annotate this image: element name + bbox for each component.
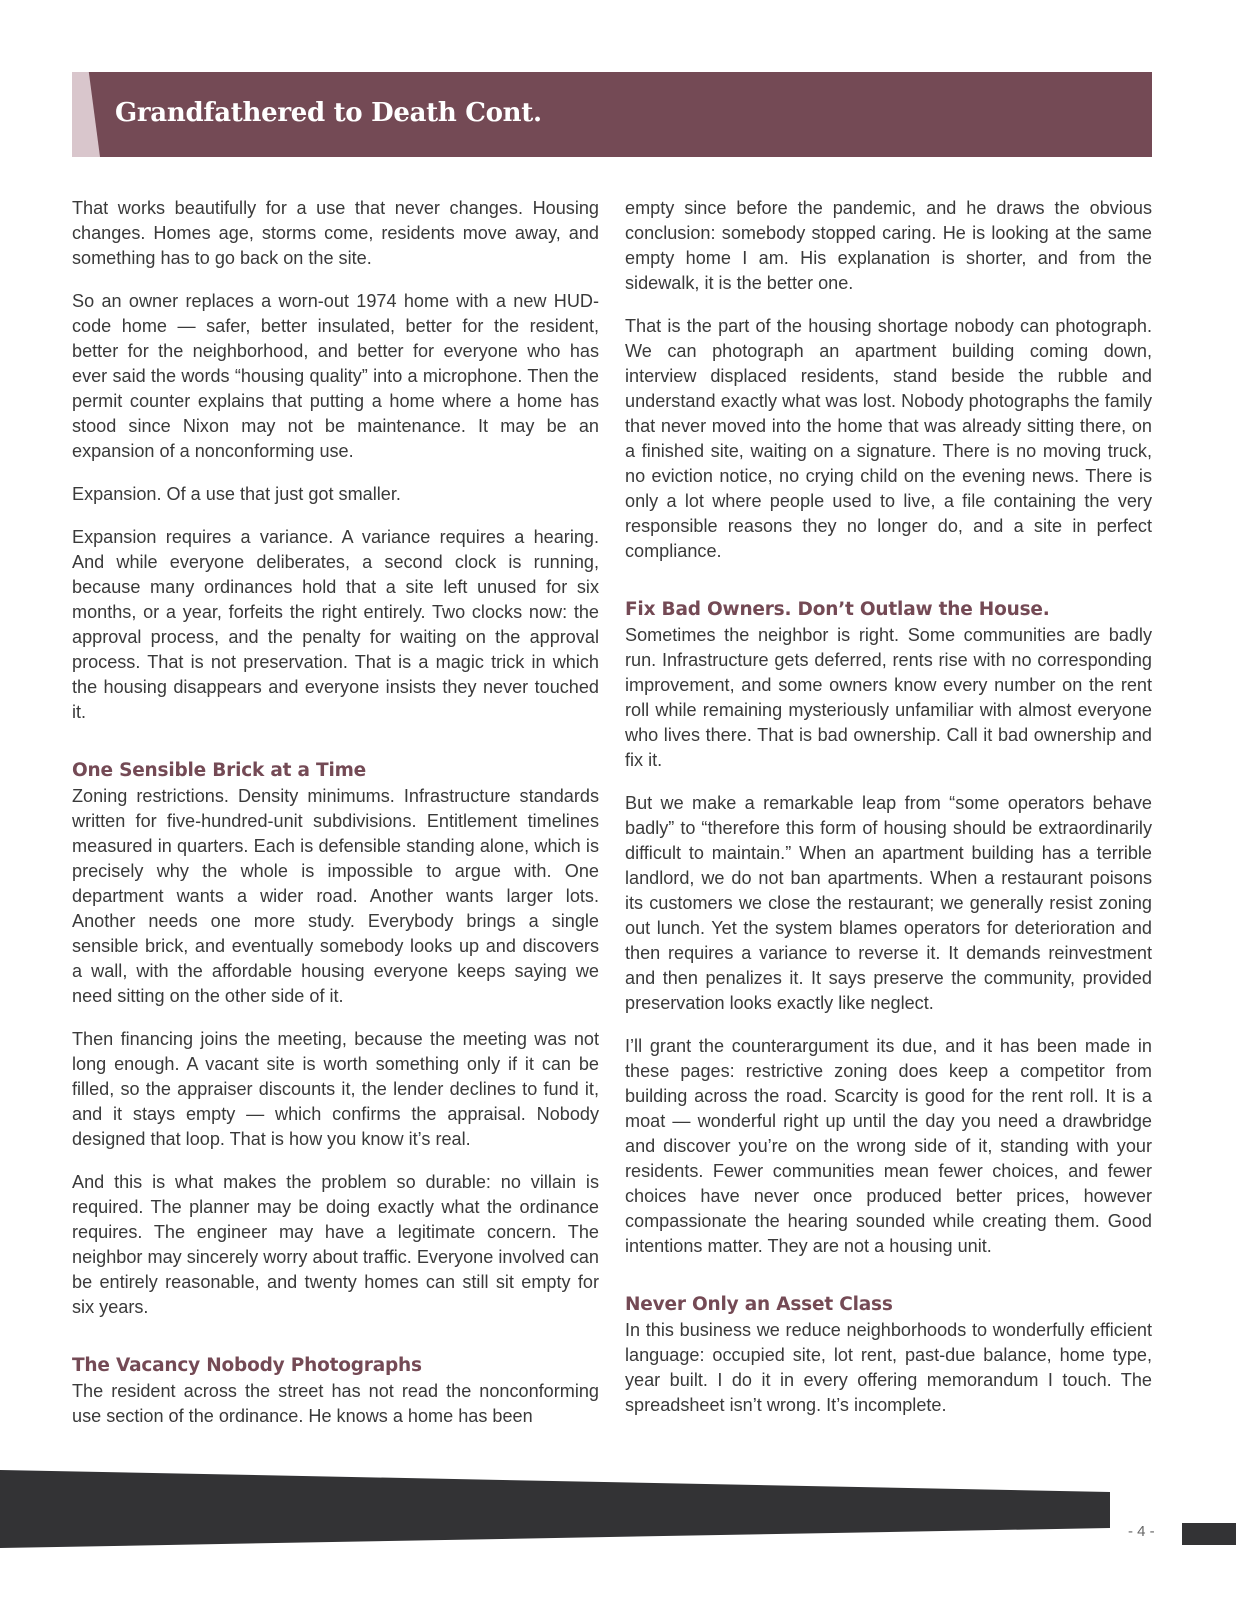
paragraph: empty since before the pandemic, and he draws the obvious conclusion: somebody stopped caring. He is looking at the same empty home I am. His explanation is shorter, and from the sidewalk, it is the better one. xyxy=(625,198,1152,293)
section-heading: Never Only an Asset Class xyxy=(625,1294,893,1315)
footer-tab xyxy=(1182,1523,1236,1545)
footer-band xyxy=(0,1470,1110,1548)
left-column xyxy=(72,196,599,1429)
page-number: - 4 - xyxy=(1128,1523,1155,1540)
paragraph: That works beautifully for a use that never changes. Housing changes. Homes age, storms come, residents move away, and something has to go back on the site. xyxy=(72,198,599,268)
paragraph: So an owner replaces a worn-out 1974 home with a new HUD-code home — safer, better insulated, better for the resident, better for the neighborhood, and better for everyone who has ever said the words “housing quality” into a microphone. Then the permit counter explains that putting a home where a home has stood since Nixon may not be maintenance. It may be an expansion of a nonconforming use. xyxy=(72,291,599,461)
paragraph: That is the part of the housing shortage nobody can photograph. We can photograph an apartment building coming down, interview displaced residents, stand beside the rubble and understand exactly what was lost. Nobody photographs the family that never moved into the home that was already sitting there, on a finished site, waiting on a signature. There is no moving truck, no eviction notice, no crying child on the evening news. There is only a lot where people used to live, a file containing the very responsible reasons they no longer do, and a site in perfect compliance. xyxy=(625,316,1152,561)
paragraph: In this business we reduce neighborhoods to wonderfully efficient language: occupied site, lot rent, past-due balance, home type, year built. I do it in every offering memorandum I touch. The spreadsheet isn’t wrong. It’s incomplete. xyxy=(625,1320,1152,1415)
paragraph: I’ll grant the counterargument its due, and it has been made in these pages: restrictive zoning does keep a competitor from building across the road. Scarcity is good for the rent roll. It is a moat — wonderful right up until the day you need a drawbridge and discover you’re on the wrong side of it, standing with your residents. Fewer communities mean fewer choices, and fewer choices have never once produced better prices, however compassionate the hearing sounded while creating them. Good intentions matter. They are not a housing unit. xyxy=(625,1036,1152,1256)
right-column xyxy=(625,196,1152,1418)
paragraph: The resident across the street has not read the nonconforming use section of the ordinance. He knows a home has been xyxy=(72,1381,599,1426)
paragraph: Zoning restrictions. Density minimums. Infrastructure standards written for five-hundred-unit subdivisions. Entitlement timelines measured in quarters. Each is defensible standing alone, which is precisely why the whole is impossible to argue with. One department wants a wider road. Another wants larger lots. Another needs one more study. Everybody brings a single sensible brick, and eventually somebody looks up and discovers a wall, with the affordable housing everyone keeps saying we need sitting on the other side of it. xyxy=(72,786,599,1006)
section-heading: Fix Bad Owners. Don’t Outlaw the House. xyxy=(625,599,1050,620)
paragraph: And this is what makes the problem so durable: no villain is required. The planner may be doing exactly what the ordinance requires. The engineer may have a legitimate concern. The neighbor may sincerely worry about traffic. Everyone involved can be entirely reasonable, and twenty homes can still sit empty for six years. xyxy=(72,1172,599,1317)
paragraph: Sometimes the neighbor is right. Some communities are badly run. Infrastructure gets deferred, rents rise with no corresponding improvement, and some owners know every number on the rent roll while remaining mysteriously unfamiliar with almost everyone who lives there. That is bad ownership. Call it bad ownership and fix it. xyxy=(625,625,1152,770)
section-heading: One Sensible Brick at a Time xyxy=(72,760,367,781)
paragraph: But we make a remarkable leap from “some operators behave badly” to “therefore this form of housing should be extraordinarily difficult to maintain.” When an apartment building has a terrible landlord, we do not ban apartments. When a restaurant poisons its customers we close the restaurant; we generally resist zoning out lunch. Yet the system blames operators for deterioration and then requires a variance to reverse it. It demands reinvestment and then penalizes it. It says preserve the community, provided preservation looks exactly like neglect. xyxy=(625,793,1152,1013)
paragraph: Then financing joins the meeting, because the meeting was not long enough. A vacant site is worth something only if it can be filled, so the appraiser discounts it, the lender declines to fund it, and it stays empty — which confirms the appraisal. Nobody designed that loop. That is how you know it’s real. xyxy=(72,1029,599,1149)
section-heading: The Vacancy Nobody Photographs xyxy=(72,1355,422,1376)
page-title: Grandfathered to Death Cont. xyxy=(115,98,542,128)
paragraph: Expansion. Of a use that just got smaller. xyxy=(72,484,401,504)
paragraph: Expansion requires a variance. A variance requires a hearing. And while everyone deliberates, a second clock is running, because many ordinances hold that a site left unused for six months, or a year, forfeits the right entirely. Two clocks now: the approval process, and the penalty for waiting on the approval process. That is not preservation. That is a magic trick in which the housing disappears and everyone insists they never touched it. xyxy=(72,527,599,722)
